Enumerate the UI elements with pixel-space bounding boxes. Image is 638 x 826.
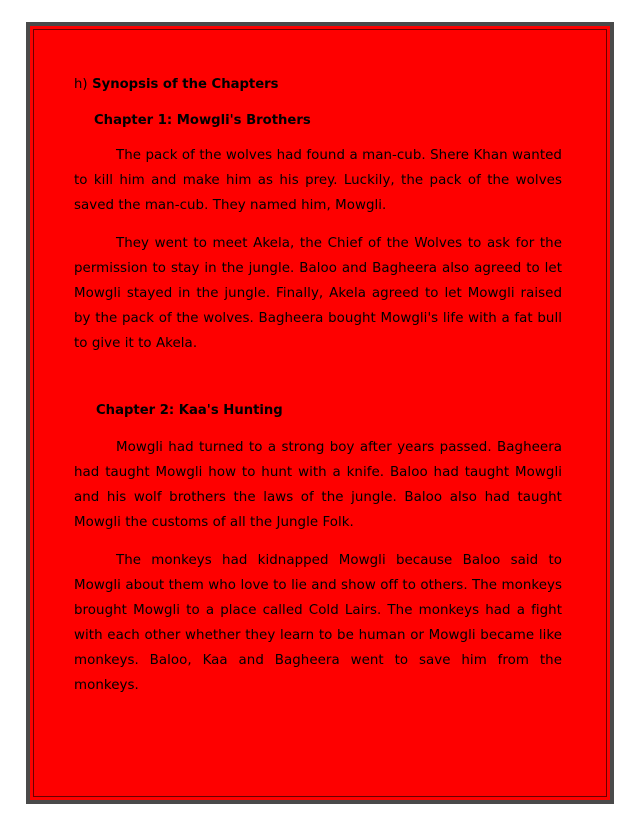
chapter-2-title: Chapter 2: Kaa's Hunting xyxy=(96,403,283,418)
chapter-2-paragraph-1: Mowgli had turned to a strong boy after years passed. Bagheera had taught Mowgli how to hunt with a knife. Baloo had taught Mowgli and his wolf brothers the laws of the jungle. Baloo also had taught Mowgli the customs of all the Jungle Folk. xyxy=(74,440,562,530)
chapter-2-paragraph-2: The monkeys had kidnapped Mowgli because Baloo said to Mowgli about them who love to lie and show off to others. The monkeys brought Mowgli to a place called Cold Lairs. The monkeys had a fight with each other whether they learn to be human or Mowgli became like monkeys. Baloo, Kaa and Bagheera went to save him from the monkeys. xyxy=(74,553,562,693)
section-heading xyxy=(74,74,562,95)
page-content xyxy=(74,70,562,698)
section-title: Synopsis of the Chapters xyxy=(92,77,279,92)
chapter-1-title: Chapter 1: Mowgli's Brothers xyxy=(94,113,311,128)
section-label: h) xyxy=(74,77,88,92)
chapter-1-paragraph-1: The pack of the wolves had found a man-cub. Shere Khan wanted to kill him and make him as his prey. Luckily, the pack of the wolves saved the man-cub. They named him, Mowgli. xyxy=(74,148,562,213)
chapter-1-paragraph-2: They went to meet Akela, the Chief of the Wolves to ask for the permission to stay in the jungle. Baloo and Bagheera also agreed to let Mowgli stayed in the jungle. Finally, Akela agreed to let Mowgli raised by the pack of the wolves. Bagheera bought Mowgli's life with a fat bull to give it to Akela. xyxy=(74,236,562,351)
